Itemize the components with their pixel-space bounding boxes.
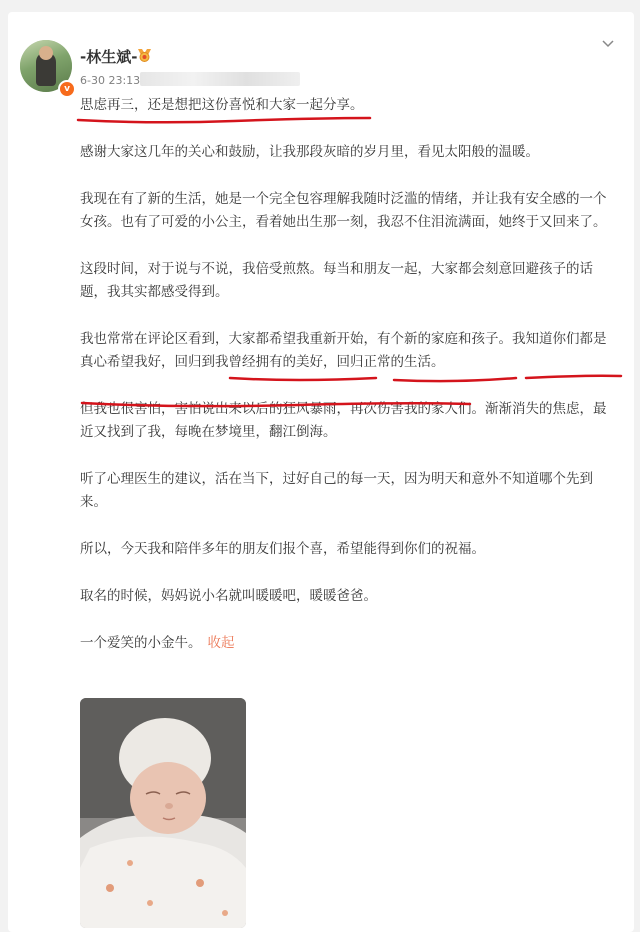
paragraph: 所以，今天我和陪伴多年的朋友们报个喜，希望能得到你们的祝福。 bbox=[80, 541, 485, 557]
blurred-source-text bbox=[140, 72, 300, 86]
post-content bbox=[80, 94, 615, 679]
paragraph: 听了心理医生的建议，活在当下，过好自己的每一天，因为明天和意外不知道哪个先到来。 bbox=[80, 471, 593, 510]
medal-icon[interactable] bbox=[136, 47, 153, 62]
paragraph: 感谢大家这几年的关心和鼓励，让我那段灰暗的岁月里，看见太阳般的温暖。 bbox=[80, 144, 539, 160]
username[interactable]: -林生斌- bbox=[80, 48, 138, 66]
post-date[interactable]: 6-30 23:13 bbox=[80, 74, 141, 87]
paragraph: 我也常常在评论区看到，大家都希望我重新开始，有个新的家庭和孩子。我知道你们都是真心希望我好，回归到我曾经拥有的美好，回归正常的生活。 bbox=[80, 331, 607, 370]
collapse-link[interactable]: 收起 bbox=[207, 635, 235, 651]
paragraph: 但我也很害怕，害怕说出来以后的狂风暴雨，再次伤害我的家人们。渐渐消失的焦虑，最近又找到了我，每晚在梦境里，翻江倒海。 bbox=[80, 401, 607, 440]
paragraph: 取名的时候，妈妈说小名就叫暖暖吧，暖暖爸爸。 bbox=[80, 588, 377, 604]
paragraph: 这段时间，对于说与不说，我倍受煎熬。每当和朋友一起，大家都会刻意回避孩子的话题，我其实都感受得到。 bbox=[80, 261, 593, 300]
last-line bbox=[80, 632, 615, 655]
post-card bbox=[8, 12, 634, 932]
verified-badge-icon: v bbox=[58, 80, 76, 98]
paragraph: 我现在有了新的生活，她是一个完全包容理解我随时泛滥的情绪，并让我有安全感的一个女孩。也有了可爱的小公主，看着她出生那一刻，我忍不住泪流满面，她终于又回来了。 bbox=[80, 191, 607, 230]
paragraph: 思虑再三，还是想把这份喜悦和大家一起分享。 bbox=[80, 97, 364, 113]
last-line-text: 一个爱笑的小金牛。 bbox=[80, 635, 202, 651]
chevron-down-icon[interactable] bbox=[602, 40, 614, 48]
baby-photo[interactable] bbox=[80, 698, 246, 928]
